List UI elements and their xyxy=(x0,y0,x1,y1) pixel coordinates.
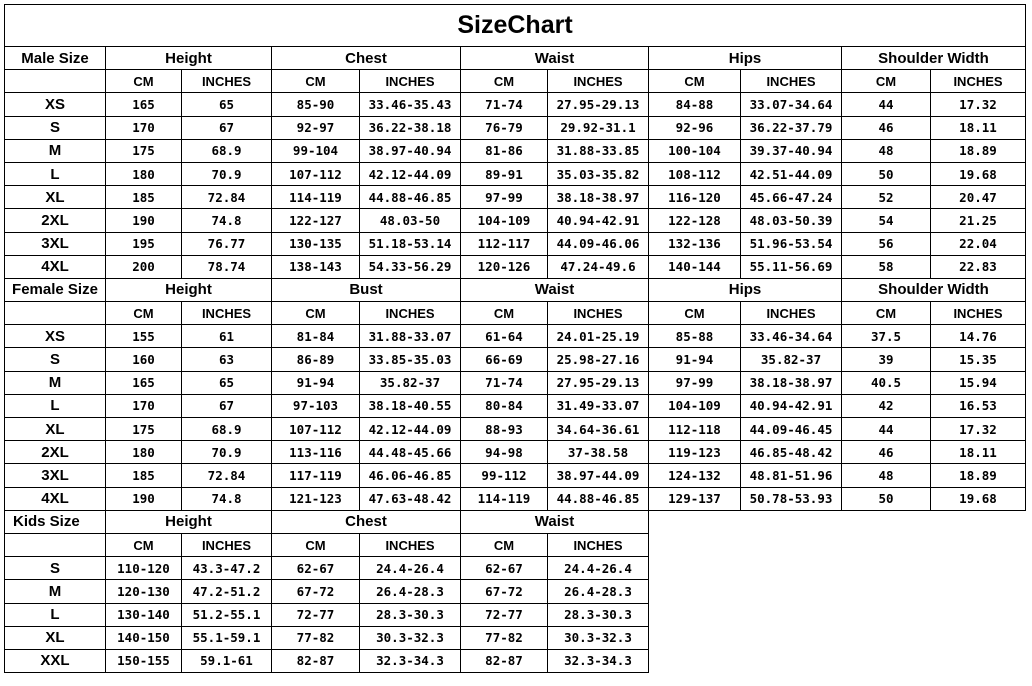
value-cell: 99-112 xyxy=(461,464,548,487)
value-cell: 42.12-44.09 xyxy=(360,418,461,441)
kids-size-label: Kids Size xyxy=(5,510,106,533)
value-cell: 36.22-37.79 xyxy=(741,116,842,139)
value-cell: 42.12-44.09 xyxy=(360,162,461,185)
table-row xyxy=(5,139,1026,162)
value-cell: 52 xyxy=(842,186,931,209)
value-cell: 92-96 xyxy=(649,116,741,139)
female-size-label: Female Size xyxy=(5,278,106,301)
value-cell: 22.83 xyxy=(931,255,1026,278)
value-cell: 58 xyxy=(842,255,931,278)
male-size-size-cell: XS xyxy=(5,93,106,116)
value-cell: 50.78-53.93 xyxy=(741,487,842,510)
value-cell: 14.76 xyxy=(931,325,1026,348)
value-cell: 88-93 xyxy=(461,418,548,441)
value-cell: 72.84 xyxy=(182,464,272,487)
table-row xyxy=(5,603,1026,626)
table-row xyxy=(5,441,1026,464)
value-cell: 62-67 xyxy=(272,557,360,580)
value-cell: 150-155 xyxy=(106,649,182,672)
value-cell: 16.53 xyxy=(931,394,1026,417)
value-cell: 18.11 xyxy=(931,116,1026,139)
table-row xyxy=(5,255,1026,278)
value-cell: 140-150 xyxy=(106,626,182,649)
value-cell: 54 xyxy=(842,209,931,232)
value-cell: 44 xyxy=(842,418,931,441)
female-size-size-cell: 3XL xyxy=(5,464,106,487)
male-size-height-cm-label: CM xyxy=(106,70,182,93)
value-cell: 32.3-34.3 xyxy=(548,649,649,672)
value-cell: 74.8 xyxy=(182,209,272,232)
table-row xyxy=(5,394,1026,417)
male-size-waist-cm-label: CM xyxy=(461,70,548,93)
value-cell: 112-118 xyxy=(649,418,741,441)
value-cell: 65 xyxy=(182,93,272,116)
male-size-hips-inches-label: INCHES xyxy=(741,70,842,93)
kids-size-chest-header: Chest xyxy=(272,510,461,533)
value-cell: 121-123 xyxy=(272,487,360,510)
female-size-size-cell: XL xyxy=(5,418,106,441)
male-size-waist-inches-label: INCHES xyxy=(548,70,649,93)
value-cell: 120-130 xyxy=(106,580,182,603)
table-row xyxy=(5,209,1026,232)
value-cell: 39.37-40.94 xyxy=(741,139,842,162)
value-cell: 185 xyxy=(106,186,182,209)
table-row xyxy=(5,487,1026,510)
value-cell: 17.32 xyxy=(931,93,1026,116)
value-cell: 33.85-35.03 xyxy=(360,348,461,371)
value-cell: 48.03-50.39 xyxy=(741,209,842,232)
value-cell: 72-77 xyxy=(461,603,548,626)
value-cell: 89-91 xyxy=(461,162,548,185)
kids-size-height-cm-label: CM xyxy=(106,533,182,556)
value-cell: 85-90 xyxy=(272,93,360,116)
kids-size-size-cell: XXL xyxy=(5,649,106,672)
value-cell: 21.25 xyxy=(931,209,1026,232)
value-cell: 48.03-50 xyxy=(360,209,461,232)
value-cell: 50 xyxy=(842,162,931,185)
value-cell: 38.97-44.09 xyxy=(548,464,649,487)
value-cell: 108-112 xyxy=(649,162,741,185)
value-cell: 47.2-51.2 xyxy=(182,580,272,603)
value-cell: 44 xyxy=(842,93,931,116)
value-cell: 42.51-44.09 xyxy=(741,162,842,185)
kids-size-empty-cell xyxy=(649,557,1026,580)
value-cell: 86-89 xyxy=(272,348,360,371)
kids-size-empty-cell xyxy=(649,533,1026,556)
value-cell: 19.68 xyxy=(931,487,1026,510)
kids-size-size-cell: L xyxy=(5,603,106,626)
value-cell: 55.1-59.1 xyxy=(182,626,272,649)
value-cell: 71-74 xyxy=(461,93,548,116)
value-cell: 38.97-40.94 xyxy=(360,139,461,162)
value-cell: 35.03-35.82 xyxy=(548,162,649,185)
female-size-waist-cm-label: CM xyxy=(461,302,548,325)
value-cell: 80-84 xyxy=(461,394,548,417)
value-cell: 32.3-34.3 xyxy=(360,649,461,672)
value-cell: 180 xyxy=(106,162,182,185)
value-cell: 72-77 xyxy=(272,603,360,626)
value-cell: 65 xyxy=(182,371,272,394)
table-row xyxy=(5,557,1026,580)
female-size-bust-inches-label: INCHES xyxy=(360,302,461,325)
value-cell: 67 xyxy=(182,394,272,417)
value-cell: 82-87 xyxy=(272,649,360,672)
male-size-size-cell: 3XL xyxy=(5,232,106,255)
female-size-waist-header: Waist xyxy=(461,278,649,301)
value-cell: 27.95-29.13 xyxy=(548,93,649,116)
value-cell: 44.88-46.85 xyxy=(360,186,461,209)
value-cell: 130-135 xyxy=(272,232,360,255)
value-cell: 91-94 xyxy=(272,371,360,394)
value-cell: 130-140 xyxy=(106,603,182,626)
value-cell: 72.84 xyxy=(182,186,272,209)
female-size-size-cell: 2XL xyxy=(5,441,106,464)
value-cell: 33.07-34.64 xyxy=(741,93,842,116)
table-row xyxy=(5,626,1026,649)
value-cell: 28.3-30.3 xyxy=(548,603,649,626)
value-cell: 24.01-25.19 xyxy=(548,325,649,348)
value-cell: 116-120 xyxy=(649,186,741,209)
male-size-header-row xyxy=(5,47,1026,70)
female-size-bust-header: Bust xyxy=(272,278,461,301)
value-cell: 62-67 xyxy=(461,557,548,580)
value-cell: 107-112 xyxy=(272,162,360,185)
value-cell: 165 xyxy=(106,371,182,394)
table-row xyxy=(5,93,1026,116)
male-size-size-cell: L xyxy=(5,162,106,185)
male-size-waist-header: Waist xyxy=(461,47,649,70)
kids-size-size-cell: XL xyxy=(5,626,106,649)
value-cell: 44.09-46.45 xyxy=(741,418,842,441)
female-size-hips-header: Hips xyxy=(649,278,842,301)
table-row xyxy=(5,348,1026,371)
value-cell: 48 xyxy=(842,139,931,162)
value-cell: 63 xyxy=(182,348,272,371)
table-row xyxy=(5,418,1026,441)
value-cell: 100-104 xyxy=(649,139,741,162)
value-cell: 31.49-33.07 xyxy=(548,394,649,417)
value-cell: 26.4-28.3 xyxy=(360,580,461,603)
value-cell: 195 xyxy=(106,232,182,255)
female-size-size-cell: M xyxy=(5,371,106,394)
value-cell: 76.77 xyxy=(182,232,272,255)
value-cell: 91-94 xyxy=(649,348,741,371)
value-cell: 66-69 xyxy=(461,348,548,371)
male-size-size-cell: XL xyxy=(5,186,106,209)
male-size-size-cell: 2XL xyxy=(5,209,106,232)
value-cell: 107-112 xyxy=(272,418,360,441)
value-cell: 35.82-37 xyxy=(741,348,842,371)
value-cell: 48.81-51.96 xyxy=(741,464,842,487)
value-cell: 160 xyxy=(106,348,182,371)
value-cell: 61 xyxy=(182,325,272,348)
value-cell: 15.94 xyxy=(931,371,1026,394)
male-size-hips-cm-label: CM xyxy=(649,70,741,93)
male-size-chest-inches-label: INCHES xyxy=(360,70,461,93)
value-cell: 99-104 xyxy=(272,139,360,162)
value-cell: 59.1-61 xyxy=(182,649,272,672)
value-cell: 40.5 xyxy=(842,371,931,394)
table-row xyxy=(5,325,1026,348)
value-cell: 85-88 xyxy=(649,325,741,348)
value-cell: 26.4-28.3 xyxy=(548,580,649,603)
value-cell: 22.04 xyxy=(931,232,1026,255)
kids-size-empty-cell xyxy=(649,510,1026,533)
chart-title: SizeChart xyxy=(5,5,1026,47)
value-cell: 70.9 xyxy=(182,441,272,464)
value-cell: 48 xyxy=(842,464,931,487)
value-cell: 180 xyxy=(106,441,182,464)
kids-size-size-cell: M xyxy=(5,580,106,603)
value-cell: 119-123 xyxy=(649,441,741,464)
male-size-height-inches-label: INCHES xyxy=(182,70,272,93)
value-cell: 47.24-49.6 xyxy=(548,255,649,278)
title-row xyxy=(5,5,1026,47)
size-chart-table xyxy=(4,4,1026,673)
value-cell: 42 xyxy=(842,394,931,417)
value-cell: 25.98-27.16 xyxy=(548,348,649,371)
value-cell: 76-79 xyxy=(461,116,548,139)
value-cell: 77-82 xyxy=(272,626,360,649)
female-size-size-cell: 4XL xyxy=(5,487,106,510)
male-size-height-header: Height xyxy=(106,47,272,70)
value-cell: 54.33-56.29 xyxy=(360,255,461,278)
value-cell: 124-132 xyxy=(649,464,741,487)
male-size-size-cell: M xyxy=(5,139,106,162)
value-cell: 37-38.58 xyxy=(548,441,649,464)
female-size-shoulder-width-header: Shoulder Width xyxy=(842,278,1026,301)
table-row xyxy=(5,116,1026,139)
kids-size-empty-cell xyxy=(649,649,1026,672)
male-size-chest-header: Chest xyxy=(272,47,461,70)
value-cell: 31.88-33.07 xyxy=(360,325,461,348)
value-cell: 200 xyxy=(106,255,182,278)
value-cell: 97-99 xyxy=(649,371,741,394)
kids-size-empty-cell xyxy=(649,603,1026,626)
value-cell: 18.11 xyxy=(931,441,1026,464)
female-size-shoulder-width-inches-label: INCHES xyxy=(931,302,1026,325)
value-cell: 138-143 xyxy=(272,255,360,278)
value-cell: 47.63-48.42 xyxy=(360,487,461,510)
value-cell: 82-87 xyxy=(461,649,548,672)
male-size-label: Male Size xyxy=(5,47,106,70)
value-cell: 175 xyxy=(106,139,182,162)
value-cell: 132-136 xyxy=(649,232,741,255)
value-cell: 20.47 xyxy=(931,186,1026,209)
value-cell: 68.9 xyxy=(182,139,272,162)
male-size-shoulder-width-cm-label: CM xyxy=(842,70,931,93)
kids-size-empty-cell xyxy=(649,580,1026,603)
female-size-size-cell: L xyxy=(5,394,106,417)
value-cell: 114-119 xyxy=(272,186,360,209)
value-cell: 71-74 xyxy=(461,371,548,394)
male-size-size-cell: 4XL xyxy=(5,255,106,278)
value-cell: 190 xyxy=(106,487,182,510)
value-cell: 44.48-45.66 xyxy=(360,441,461,464)
kids-size-empty-cell xyxy=(649,626,1026,649)
female-size-bust-cm-label: CM xyxy=(272,302,360,325)
value-cell: 94-98 xyxy=(461,441,548,464)
kids-size-height-inches-label: INCHES xyxy=(182,533,272,556)
female-size-unit-blank xyxy=(5,302,106,325)
value-cell: 67-72 xyxy=(272,580,360,603)
female-size-hips-inches-label: INCHES xyxy=(741,302,842,325)
kids-size-waist-inches-label: INCHES xyxy=(548,533,649,556)
table-row xyxy=(5,649,1026,672)
male-size-shoulder-width-inches-label: INCHES xyxy=(931,70,1026,93)
female-size-waist-inches-label: INCHES xyxy=(548,302,649,325)
kids-size-height-header: Height xyxy=(106,510,272,533)
female-size-hips-cm-label: CM xyxy=(649,302,741,325)
value-cell: 185 xyxy=(106,464,182,487)
table-row xyxy=(5,232,1026,255)
female-size-size-cell: S xyxy=(5,348,106,371)
value-cell: 33.46-35.43 xyxy=(360,93,461,116)
value-cell: 30.3-32.3 xyxy=(548,626,649,649)
value-cell: 34.64-36.61 xyxy=(548,418,649,441)
table-row xyxy=(5,162,1026,185)
value-cell: 92-97 xyxy=(272,116,360,139)
value-cell: 27.95-29.13 xyxy=(548,371,649,394)
value-cell: 51.96-53.54 xyxy=(741,232,842,255)
value-cell: 55.11-56.69 xyxy=(741,255,842,278)
female-size-shoulder-width-cm-label: CM xyxy=(842,302,931,325)
male-size-unit-blank xyxy=(5,70,106,93)
value-cell: 46.85-48.42 xyxy=(741,441,842,464)
value-cell: 112-117 xyxy=(461,232,548,255)
table-row xyxy=(5,186,1026,209)
value-cell: 40.94-42.91 xyxy=(548,209,649,232)
value-cell: 129-137 xyxy=(649,487,741,510)
value-cell: 28.3-30.3 xyxy=(360,603,461,626)
value-cell: 97-103 xyxy=(272,394,360,417)
value-cell: 74.8 xyxy=(182,487,272,510)
table-row xyxy=(5,580,1026,603)
value-cell: 122-127 xyxy=(272,209,360,232)
value-cell: 67 xyxy=(182,116,272,139)
value-cell: 39 xyxy=(842,348,931,371)
value-cell: 19.68 xyxy=(931,162,1026,185)
value-cell: 61-64 xyxy=(461,325,548,348)
kids-size-header-row xyxy=(5,510,1026,533)
value-cell: 77-82 xyxy=(461,626,548,649)
value-cell: 31.88-33.85 xyxy=(548,139,649,162)
value-cell: 35.82-37 xyxy=(360,371,461,394)
value-cell: 114-119 xyxy=(461,487,548,510)
value-cell: 110-120 xyxy=(106,557,182,580)
value-cell: 44.88-46.85 xyxy=(548,487,649,510)
value-cell: 104-109 xyxy=(461,209,548,232)
value-cell: 67-72 xyxy=(461,580,548,603)
value-cell: 24.4-26.4 xyxy=(360,557,461,580)
value-cell: 36.22-38.18 xyxy=(360,116,461,139)
value-cell: 190 xyxy=(106,209,182,232)
value-cell: 43.3-47.2 xyxy=(182,557,272,580)
value-cell: 70.9 xyxy=(182,162,272,185)
value-cell: 155 xyxy=(106,325,182,348)
kids-size-chest-cm-label: CM xyxy=(272,533,360,556)
value-cell: 46.06-46.85 xyxy=(360,464,461,487)
value-cell: 51.18-53.14 xyxy=(360,232,461,255)
value-cell: 56 xyxy=(842,232,931,255)
value-cell: 81-84 xyxy=(272,325,360,348)
value-cell: 97-99 xyxy=(461,186,548,209)
value-cell: 46 xyxy=(842,441,931,464)
male-size-shoulder-width-header: Shoulder Width xyxy=(842,47,1026,70)
female-size-unit-row xyxy=(5,302,1026,325)
value-cell: 78.74 xyxy=(182,255,272,278)
male-size-unit-row xyxy=(5,70,1026,93)
female-size-size-cell: XS xyxy=(5,325,106,348)
value-cell: 120-126 xyxy=(461,255,548,278)
value-cell: 33.46-34.64 xyxy=(741,325,842,348)
value-cell: 122-128 xyxy=(649,209,741,232)
value-cell: 38.18-40.55 xyxy=(360,394,461,417)
male-size-size-cell: S xyxy=(5,116,106,139)
value-cell: 51.2-55.1 xyxy=(182,603,272,626)
value-cell: 15.35 xyxy=(931,348,1026,371)
value-cell: 44.09-46.06 xyxy=(548,232,649,255)
female-size-header-row xyxy=(5,278,1026,301)
male-size-chest-cm-label: CM xyxy=(272,70,360,93)
value-cell: 29.92-31.1 xyxy=(548,116,649,139)
kids-size-waist-header: Waist xyxy=(461,510,649,533)
value-cell: 104-109 xyxy=(649,394,741,417)
value-cell: 175 xyxy=(106,418,182,441)
table-row xyxy=(5,371,1026,394)
value-cell: 18.89 xyxy=(931,139,1026,162)
kids-size-waist-cm-label: CM xyxy=(461,533,548,556)
value-cell: 170 xyxy=(106,394,182,417)
value-cell: 30.3-32.3 xyxy=(360,626,461,649)
value-cell: 37.5 xyxy=(842,325,931,348)
value-cell: 46 xyxy=(842,116,931,139)
value-cell: 18.89 xyxy=(931,464,1026,487)
value-cell: 50 xyxy=(842,487,931,510)
value-cell: 40.94-42.91 xyxy=(741,394,842,417)
value-cell: 24.4-26.4 xyxy=(548,557,649,580)
value-cell: 45.66-47.24 xyxy=(741,186,842,209)
value-cell: 165 xyxy=(106,93,182,116)
kids-size-unit-row xyxy=(5,533,1026,556)
male-size-hips-header: Hips xyxy=(649,47,842,70)
kids-size-size-cell: S xyxy=(5,557,106,580)
value-cell: 38.18-38.97 xyxy=(548,186,649,209)
value-cell: 68.9 xyxy=(182,418,272,441)
value-cell: 84-88 xyxy=(649,93,741,116)
value-cell: 38.18-38.97 xyxy=(741,371,842,394)
kids-size-unit-blank xyxy=(5,533,106,556)
value-cell: 170 xyxy=(106,116,182,139)
kids-size-chest-inches-label: INCHES xyxy=(360,533,461,556)
female-size-height-header: Height xyxy=(106,278,272,301)
table-row xyxy=(5,464,1026,487)
value-cell: 140-144 xyxy=(649,255,741,278)
value-cell: 81-86 xyxy=(461,139,548,162)
value-cell: 113-116 xyxy=(272,441,360,464)
female-size-height-inches-label: INCHES xyxy=(182,302,272,325)
value-cell: 17.32 xyxy=(931,418,1026,441)
value-cell: 117-119 xyxy=(272,464,360,487)
female-size-height-cm-label: CM xyxy=(106,302,182,325)
